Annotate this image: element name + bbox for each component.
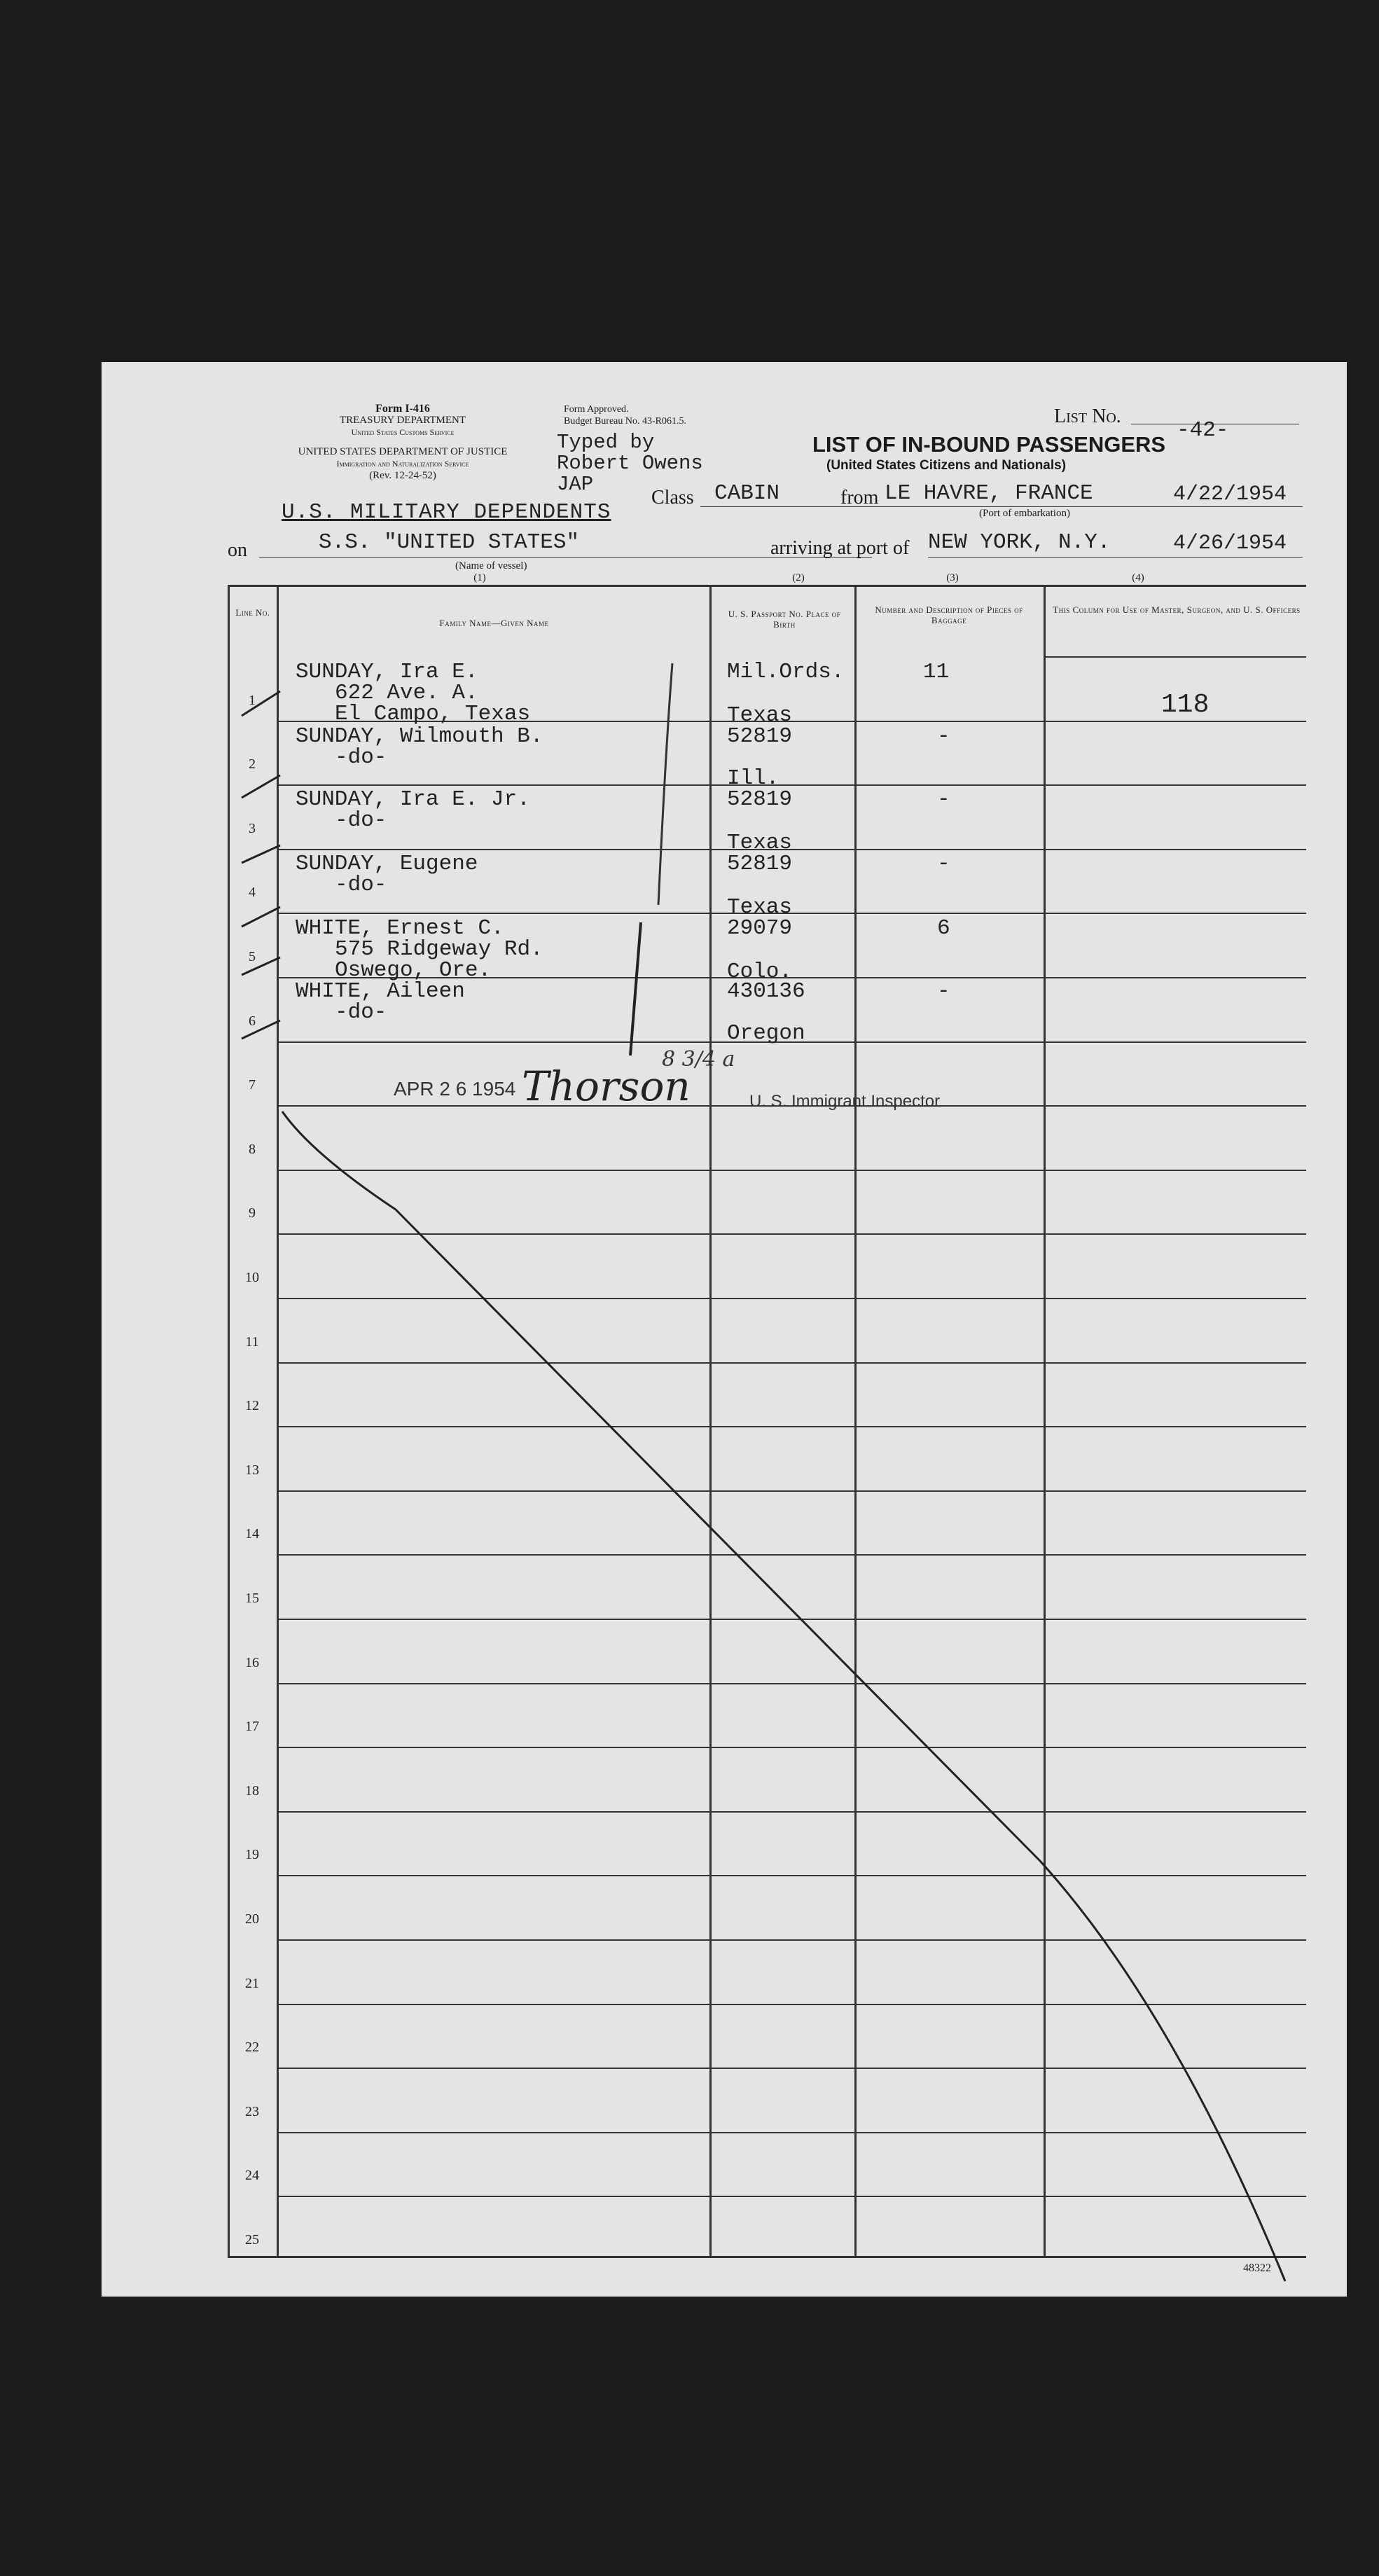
- passenger-4-birthplace: Texas: [727, 895, 793, 920]
- group-designation: U.S. MILITARY DEPENDENTS: [282, 500, 611, 525]
- passenger-5-address: 575 Ridgeway Rd.: [335, 937, 543, 962]
- budget-bureau: Budget Bureau No. 43-R061.5.: [564, 416, 686, 427]
- inspector-signature: Thorson: [522, 1062, 691, 1110]
- table-row-rule: [279, 849, 1306, 850]
- table-top-rule: [228, 585, 1306, 587]
- table-row-rule: [279, 1811, 1306, 1813]
- line-number: 18: [245, 1783, 259, 1799]
- line-number: 25: [245, 2232, 259, 2248]
- inspector-title: U. S. Immigrant Inspector: [749, 1092, 941, 1111]
- typist-initials: JAP: [557, 473, 594, 496]
- line-number: 17: [245, 1719, 259, 1734]
- line-number: 16: [245, 1655, 259, 1670]
- on-label: on: [228, 539, 247, 561]
- col-num-1: (1): [473, 572, 486, 583]
- table-row-rule: [279, 1554, 1306, 1556]
- line-number: 9: [249, 1205, 256, 1221]
- table-row-rule: [279, 1490, 1306, 1492]
- line-col-divider: [277, 585, 279, 2258]
- col-num-2: (2): [792, 572, 805, 583]
- header-rule: [1044, 656, 1306, 658]
- passenger-5-birthplace: Colo.: [727, 960, 793, 984]
- passenger-3-birthplace: Texas: [727, 831, 793, 855]
- passenger-3-name: SUNDAY, Ira E. Jr.: [296, 787, 530, 812]
- typed-by-name: Robert Owens: [557, 452, 703, 475]
- col-num-4: (4): [1132, 572, 1144, 583]
- form-number: Form I-416: [375, 403, 430, 415]
- passenger-6-address: -do-: [335, 1000, 387, 1025]
- ins-service: Immigration and Naturalization Service: [336, 459, 469, 469]
- document-subtitle: (United States Citizens and Nationals): [826, 458, 1067, 473]
- arrival-port: NEW YORK, N.Y.: [928, 530, 1111, 555]
- cancellation-line: [282, 1112, 1285, 2281]
- arrival-rule: [928, 557, 1303, 558]
- col-heading-officers: This Column for Use of Master, Surgeon, and U. S. Officers: [1053, 604, 1301, 615]
- passenger-3-address: -do-: [335, 808, 387, 833]
- passenger-6-name: WHITE, Aileen: [296, 979, 465, 1004]
- table-row-rule: [279, 1170, 1306, 1171]
- typed-by-label: Typed by: [557, 431, 655, 454]
- passenger-4-name: SUNDAY, Eugene: [296, 852, 478, 876]
- passenger-1-officer-note: 118: [1161, 690, 1210, 720]
- passenger-2-name: SUNDAY, Wilmouth B.: [296, 724, 543, 749]
- passenger-2-birthplace: Ill.: [727, 766, 779, 791]
- revision-date: (Rev. 12-24-52): [369, 470, 436, 481]
- from-rule: [882, 506, 1303, 507]
- line-number: 5: [249, 949, 256, 964]
- passenger-5-city: Oswego, Ore.: [335, 958, 492, 983]
- line-number: 21: [245, 1976, 259, 1991]
- line-number: 15: [245, 1591, 259, 1606]
- list-number-label: List No.: [1054, 406, 1121, 427]
- passenger-4-passport: 52819: [727, 852, 793, 876]
- table-row-rule: [279, 1683, 1306, 1684]
- passport-col-divider: [854, 585, 857, 2258]
- passenger-2-baggage: -: [937, 724, 950, 749]
- check-mark: [242, 907, 280, 927]
- port-of-embarkation: LE HAVRE, FRANCE: [885, 481, 1093, 506]
- passenger-5-name: WHITE, Ernest C.: [296, 916, 504, 941]
- check-mark: [242, 775, 280, 798]
- line-number: 8: [249, 1142, 256, 1157]
- class-label: Class: [651, 487, 694, 508]
- table-left-border: [228, 585, 230, 2258]
- line-number: 23: [245, 2104, 259, 2119]
- check-mark: [242, 845, 280, 863]
- passenger-6-passport: 430136: [727, 979, 805, 1004]
- table-row-rule: [279, 2132, 1306, 2133]
- passenger-3-baggage: -: [937, 787, 950, 812]
- line-number: 2: [249, 756, 256, 772]
- col-heading-baggage: Number and Description of Pieces of Baggage: [875, 604, 1023, 625]
- table-bottom-rule: [228, 2256, 1306, 2258]
- line-number: 13: [245, 1462, 259, 1478]
- passenger-6-baggage: -: [937, 979, 950, 1004]
- passenger-4-baggage: -: [937, 852, 950, 876]
- table-row-rule: [279, 784, 1306, 786]
- departure-date: 4/22/1954: [1173, 483, 1287, 506]
- table-row-rule: [279, 913, 1306, 914]
- name-col-divider: [709, 585, 712, 2258]
- table-row-rule: [279, 1619, 1306, 1620]
- passenger-1-birthplace: Texas: [727, 703, 793, 728]
- document-title: LIST OF IN-BOUND PASSENGERS: [812, 432, 1166, 457]
- passenger-list-document: [102, 362, 1347, 2297]
- class-value: CABIN: [714, 481, 780, 506]
- line-number: 12: [245, 1398, 259, 1413]
- line-number: 22: [245, 2040, 259, 2055]
- arriving-label: arriving at port of: [770, 537, 910, 559]
- col-num-3: (3): [946, 572, 959, 583]
- col-heading-name: Family Name—Given Name: [439, 618, 549, 628]
- line-number: 1: [249, 693, 256, 708]
- table-row-rule: [279, 1298, 1306, 1299]
- list-number: -42-: [1177, 418, 1229, 443]
- passenger-5-baggage: 6: [937, 916, 950, 941]
- bracket-mark: [630, 922, 641, 1055]
- line-number: 11: [245, 1334, 259, 1350]
- arrival-date: 4/26/1954: [1173, 532, 1287, 555]
- passenger-5-passport: 29079: [727, 916, 793, 941]
- passenger-6-birthplace: Oregon: [727, 1021, 805, 1046]
- vessel-name: S.S. "UNITED STATES": [319, 530, 580, 555]
- baggage-col-divider: [1044, 585, 1046, 2258]
- table-row-rule: [279, 1747, 1306, 1748]
- table-row-rule: [279, 1939, 1306, 1941]
- line-number: 6: [249, 1013, 256, 1029]
- line-number: 19: [245, 1847, 259, 1862]
- line-number: 3: [249, 821, 256, 836]
- passenger-1-city: El Campo, Texas: [335, 702, 531, 726]
- line-number: 24: [245, 2168, 259, 2183]
- form-approved: Form Approved.: [564, 404, 629, 415]
- passenger-1-passport: Mil.Ords.: [727, 660, 845, 684]
- line-number: 7: [249, 1077, 256, 1093]
- inspection-time-note: 8 3/4 a: [662, 1047, 735, 1072]
- port-caption: (Port of embarkation): [979, 508, 1070, 519]
- passenger-2-address: -do-: [335, 745, 387, 770]
- table-row-rule: [279, 1426, 1306, 1427]
- vessel-caption: (Name of vessel): [455, 560, 527, 572]
- from-label: from: [840, 487, 879, 508]
- table-row-rule: [279, 2196, 1306, 2197]
- line-number: 10: [245, 1270, 259, 1285]
- line-number: 20: [245, 1911, 259, 1927]
- line-number: 14: [245, 1526, 259, 1542]
- passenger-3-passport: 52819: [727, 787, 793, 812]
- col-heading-line: Line No.: [235, 607, 270, 618]
- table-row-rule: [279, 1362, 1306, 1364]
- table-row-rule: [279, 1875, 1306, 1876]
- col-heading-passport: U. S. Passport No. Place of Birth: [728, 609, 841, 630]
- passenger-2-passport: 52819: [727, 724, 793, 749]
- passenger-1-name: SUNDAY, Ira E.: [296, 660, 478, 684]
- inspection-date-stamp: APR 2 6 1954: [394, 1078, 516, 1100]
- justice-dept: UNITED STATES DEPARTMENT OF JUSTICE: [298, 446, 508, 457]
- customs-service: United States Customs Service: [351, 427, 455, 437]
- table-row-rule: [279, 1233, 1306, 1235]
- table-row-rule: [279, 2004, 1306, 2005]
- treasury-dept: TREASURY DEPARTMENT: [339, 415, 466, 426]
- line-number: 4: [249, 885, 256, 900]
- table-row-rule: [279, 2068, 1306, 2069]
- passenger-1-baggage: 11: [923, 660, 950, 684]
- ink-marks: [102, 362, 1347, 2297]
- passenger-1-address: 622 Ave. A.: [335, 681, 478, 705]
- passenger-4-address: -do-: [335, 873, 387, 897]
- form-code: 48322: [1243, 2262, 1271, 2274]
